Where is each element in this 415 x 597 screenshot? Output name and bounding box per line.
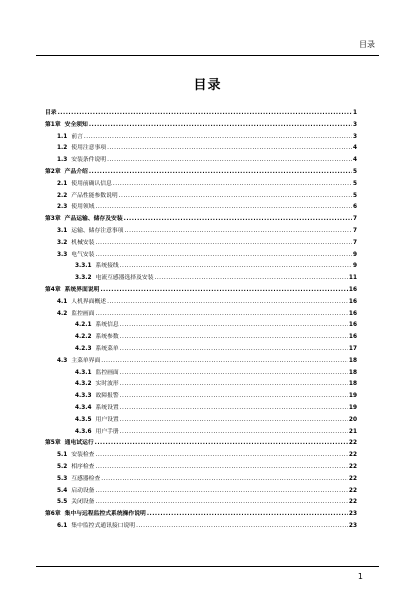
toc-entry-title: 目录 (45, 110, 57, 116)
toc-entry-title: 安装检查 (71, 452, 95, 459)
toc-entry-number: 4.2 (57, 310, 68, 317)
toc-entry-number: 5.4 (57, 487, 68, 494)
toc-dot-leader (95, 250, 351, 262)
toc-entry-number: 3.3.2 (75, 275, 92, 282)
toc-entry-number: 第3章 (45, 216, 61, 223)
toc-entry-page: 20 (348, 416, 357, 423)
toc-entry[interactable] (45, 167, 357, 179)
toc-entry-title: 主菜单界面 (71, 357, 101, 364)
toc-entry-page: 22 (348, 499, 357, 506)
toc-dot-leader (95, 486, 347, 498)
toc-entry-title: 系统设置 (95, 404, 119, 411)
toc-entry-number: 4.3.4 (75, 404, 92, 411)
toc-entry[interactable] (45, 462, 357, 474)
toc-entry-number: 2.2 (57, 192, 68, 199)
toc-entry-title: 系统接线 (95, 263, 119, 270)
toc-entry-page: 22 (348, 440, 357, 447)
toc-entry-title: 安装条件说明 (71, 157, 107, 164)
toc-entry[interactable] (45, 474, 357, 486)
toc-entry-title: 监控画面 (95, 369, 119, 376)
toc-dot-leader (120, 344, 348, 356)
toc-dot-leader (100, 285, 347, 297)
toc-entry[interactable] (45, 356, 357, 368)
toc-entry-title: 用户手册 (95, 428, 119, 435)
toc-dot-leader (120, 368, 348, 380)
toc-entry-title: 关闭设备 (71, 499, 95, 506)
toc-entry-title: 产品性能参数说明 (71, 192, 118, 199)
toc-entry-page: 11 (348, 275, 357, 282)
toc-entry-title: 互感器检查 (71, 475, 101, 482)
toc-dot-leader (120, 391, 348, 403)
toc-dot-leader (89, 120, 352, 132)
toc-entry[interactable] (45, 285, 357, 297)
toc-entry-title: 系统信息 (95, 322, 119, 329)
toc-entry[interactable] (45, 108, 357, 120)
toc-dot-leader (107, 143, 352, 155)
toc-dot-leader (124, 214, 352, 226)
toc-entry-number: 4.3.2 (75, 381, 92, 388)
toc-dot-leader (120, 332, 348, 344)
toc-entry-page: 22 (348, 452, 357, 459)
toc-entry-number: 3.2 (57, 239, 68, 246)
toc-entry-title: 通电试运行 (64, 440, 94, 447)
toc-dot-leader (107, 297, 348, 309)
toc-entry-title: 相序检查 (71, 463, 95, 470)
toc-entry-page: 22 (348, 463, 357, 470)
header-section-title: 目录 (359, 40, 375, 49)
toc-entry-title: 运输、储存注意事项 (71, 227, 124, 234)
toc-entry-number: 5.3 (57, 475, 68, 482)
toc-entry[interactable] (45, 344, 357, 356)
toc-entry-page: 16 (348, 286, 357, 293)
toc-entry-page: 23 (348, 522, 357, 529)
toc-entry-number: 4.3.1 (75, 369, 92, 376)
toc-entry-title: 集中与远程监控式系统操作说明 (64, 511, 146, 518)
toc-entry[interactable] (45, 191, 357, 203)
toc-dot-leader (101, 356, 348, 368)
toc-entry[interactable] (45, 320, 357, 332)
toc-dot-leader (95, 202, 351, 214)
toc-entry-page: 19 (348, 393, 357, 400)
toc-dot-leader (120, 403, 348, 415)
header-rule (36, 55, 379, 56)
toc-entry-page: 16 (348, 298, 357, 305)
toc-entry-number: 第6章 (45, 511, 61, 518)
toc-dot-leader (95, 450, 347, 462)
toc-entry-title: 使用领域 (71, 204, 95, 211)
toc-entry-number: 1.2 (57, 145, 68, 152)
toc-entry-page: 5 (352, 192, 357, 199)
toc-dot-leader (84, 132, 352, 144)
toc-dot-leader (113, 179, 352, 191)
toc-entry-number: 3.3 (57, 251, 68, 258)
toc-entry-title: 系统菜单 (95, 345, 119, 352)
toc-entry[interactable] (45, 250, 357, 262)
toc-entry-number: 5.5 (57, 499, 68, 506)
toc-entry[interactable] (45, 226, 357, 238)
toc-entry-number: 第4章 (45, 286, 61, 293)
toc-entry-title: 启动设备 (71, 487, 95, 494)
toc-dot-leader (147, 509, 348, 521)
toc-entry-title: 人机界面概述 (71, 298, 107, 305)
toc-entry-page: 21 (348, 428, 357, 435)
toc-entry-page: 5 (352, 180, 357, 187)
toc-entry[interactable] (45, 238, 357, 250)
toc-dot-leader (89, 167, 352, 179)
toc-entry-title: 产品介绍 (64, 168, 88, 175)
toc-entry-title: 集中监控式通讯接口说明 (71, 522, 136, 529)
toc-entry-page: 1 (352, 110, 357, 116)
toc-entry-page: 23 (348, 511, 357, 518)
toc-entry[interactable] (45, 391, 357, 403)
toc-entry[interactable] (45, 332, 357, 344)
toc-entry[interactable] (45, 143, 357, 155)
toc-entry-number: 4.3 (57, 357, 68, 364)
toc-entry-page: 17 (348, 345, 357, 352)
toc-dot-leader (95, 438, 348, 450)
toc-entry[interactable] (45, 427, 357, 439)
toc-entry[interactable] (45, 486, 357, 498)
toc-entry-number: 4.2.3 (75, 345, 92, 352)
toc-entry-page: 3 (352, 133, 357, 140)
toc-entry-page: 9 (352, 251, 357, 258)
toc-entry-page: 16 (348, 322, 357, 329)
toc-entry-page: 3 (352, 121, 357, 128)
toc-entry-number: 4.1 (57, 298, 68, 305)
toc-entry-number: 2.1 (57, 180, 68, 187)
toc-entry[interactable] (45, 415, 357, 427)
toc-dot-leader (95, 309, 347, 321)
toc-entry-title: 机械安装 (71, 239, 95, 246)
toc-entry-number: 3.1 (57, 227, 68, 234)
toc-entry[interactable] (45, 403, 357, 415)
toc-dot-leader (95, 462, 347, 474)
toc-entry-page: 16 (348, 310, 357, 317)
toc-dot-leader (95, 238, 351, 250)
toc-entry[interactable] (45, 155, 357, 167)
toc-entry-number: 2.3 (57, 204, 68, 211)
toc-entry-number: 1.1 (57, 133, 68, 140)
toc-entry[interactable] (45, 509, 357, 521)
toc-entry-title: 前言 (71, 133, 83, 140)
toc-dot-leader (101, 474, 348, 486)
toc-entry-title: 故障报警 (95, 393, 119, 400)
toc-entry-title: 电流互感器选择及安装 (95, 275, 154, 282)
toc-entry[interactable] (45, 273, 357, 285)
toc-dot-leader (124, 226, 351, 238)
toc-entry-title: 系统参数 (95, 334, 119, 341)
toc-entry-number: 3.3.1 (75, 263, 92, 270)
toc-entry-number: 4.3.3 (75, 393, 92, 400)
toc-entry-number: 5.2 (57, 463, 68, 470)
toc-entry-title: 电气安装 (71, 251, 95, 258)
toc-dot-leader (120, 320, 348, 332)
toc-entry[interactable] (45, 261, 357, 273)
toc-dot-leader (136, 521, 348, 533)
toc-entry-title: 监控画面 (71, 310, 95, 317)
toc-entry[interactable] (45, 438, 357, 450)
toc-entry-number: 6.1 (57, 522, 68, 529)
toc-entry-number: 第5章 (45, 440, 61, 447)
toc-entry-number: 4.3.5 (75, 416, 92, 423)
toc-entry-page: 7 (352, 239, 357, 246)
toc-entry-page: 18 (348, 381, 357, 388)
toc-entry-number: 4.2.2 (75, 334, 92, 341)
toc-entry[interactable] (45, 309, 357, 321)
toc-entry-number: 4.3.6 (75, 428, 92, 435)
toc-entry-title: 系统界面说明 (64, 286, 100, 293)
toc-entry-page: 4 (352, 145, 357, 152)
toc-entry[interactable] (45, 214, 357, 226)
toc-dot-leader (120, 415, 348, 427)
toc-dot-leader (58, 108, 352, 120)
toc-entry[interactable] (45, 202, 357, 214)
page-header (0, 0, 415, 60)
toc-dot-leader (120, 427, 348, 439)
toc-entry-page: 7 (352, 227, 357, 234)
footer-rule (36, 566, 379, 567)
table-of-contents (45, 108, 357, 533)
toc-entry[interactable] (45, 368, 357, 380)
toc-entry[interactable] (45, 450, 357, 462)
toc-entry-number: 5.1 (57, 452, 68, 459)
toc-entry-page: 18 (348, 369, 357, 376)
toc-entry[interactable] (45, 132, 357, 144)
toc-entry[interactable] (45, 521, 357, 533)
toc-dot-leader (120, 379, 348, 391)
toc-entry-number: 4.2.1 (75, 322, 92, 329)
toc-entry-page: 9 (352, 263, 357, 270)
toc-entry[interactable] (45, 120, 357, 132)
toc-entry-title: 安全须知 (64, 121, 88, 128)
toc-entry[interactable] (45, 179, 357, 191)
toc-dot-leader (95, 497, 347, 509)
toc-entry-title: 使用前确认信息 (71, 180, 112, 187)
toc-entry-page: 19 (348, 404, 357, 411)
toc-entry-title: 使用注意事项 (71, 145, 107, 152)
toc-entry-page: 6 (352, 204, 357, 211)
page-title: 目录 (193, 78, 222, 93)
toc-entry[interactable] (45, 297, 357, 309)
toc-entry-page: 18 (348, 357, 357, 364)
toc-entry-title: 实时波形 (95, 381, 119, 388)
toc-dot-leader (155, 273, 348, 285)
toc-entry-page: 7 (352, 216, 357, 223)
toc-entry[interactable] (45, 379, 357, 391)
toc-entry-page: 4 (352, 157, 357, 164)
toc-entry-page: 5 (352, 168, 357, 175)
toc-dot-leader (107, 155, 352, 167)
toc-entry-title: 产品运输、储存及安装 (64, 216, 123, 223)
footer-page-number: 1 (357, 572, 363, 581)
toc-entry-title: 用户设置 (95, 416, 119, 423)
toc-entry-page: 22 (348, 487, 357, 494)
toc-entry-number: 1.3 (57, 157, 68, 164)
toc-entry[interactable] (45, 497, 357, 509)
toc-entry-number: 第2章 (45, 168, 61, 175)
toc-entry-number: 第1章 (45, 121, 61, 128)
toc-entry-page: 16 (348, 334, 357, 341)
toc-entry-page: 22 (348, 475, 357, 482)
toc-dot-leader (119, 191, 352, 203)
toc-dot-leader (120, 261, 352, 273)
